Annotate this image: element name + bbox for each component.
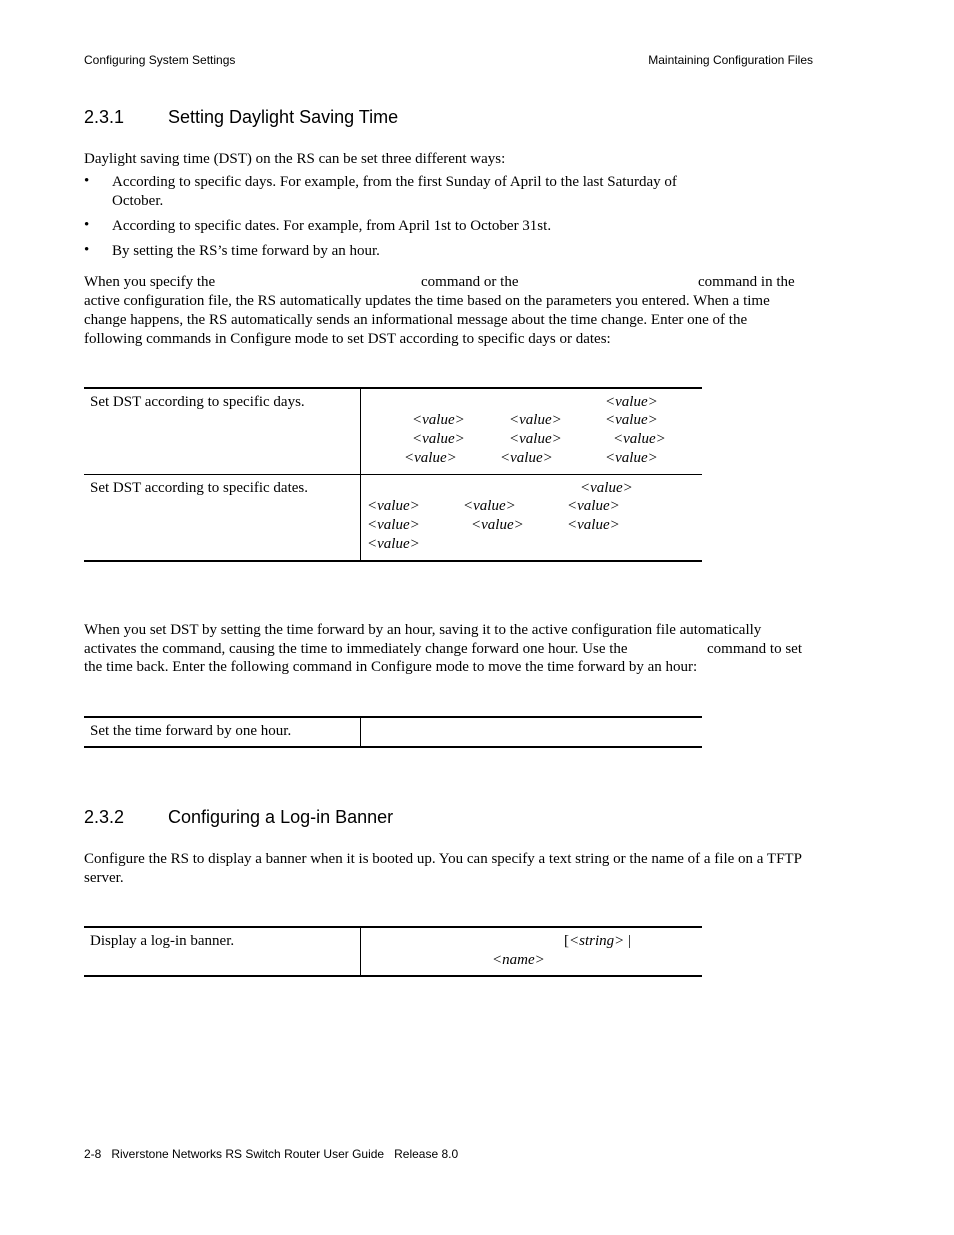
- value-token: <value>: [412, 431, 465, 447]
- value-token: <value>: [471, 517, 524, 533]
- para3-line: the time back. Enter the following command in Configure mode to move the time forward by an hour:: [84, 659, 698, 675]
- banner-paragraph-line: Configure the RS to display a banner when it is booted up. You can specify a text string or the name of a file on a TFTP: [84, 851, 802, 867]
- para2-line: command in the: [698, 274, 795, 290]
- table-row-label: Set DST according to specific dates.: [90, 480, 308, 496]
- bullet-item: By setting the RS’s time forward by an hour.: [112, 243, 380, 259]
- dst-command-table: [84, 387, 702, 562]
- page-footer: 2-8 Riverstone Networks RS Switch Router User Guide Release 8.0: [84, 1147, 459, 1161]
- value-token: <value>: [404, 450, 457, 466]
- value-token: <value>: [567, 498, 620, 514]
- para2-line: command or the: [421, 274, 519, 290]
- para2-line: change happens, the RS automatically sends an informational message about the time change. Enter one of the: [84, 312, 748, 328]
- bullet-icon: •: [84, 242, 90, 258]
- column-divider: [360, 928, 361, 975]
- table-row: [84, 718, 702, 746]
- para3-line: activates the command, causing the time to immediately change forward one hour. Use the: [84, 641, 628, 657]
- para3-line: command to set: [707, 641, 802, 657]
- section-number: 2.3.1: [84, 107, 125, 127]
- value-token: <value>: [500, 450, 553, 466]
- section-number: 2.3.2: [84, 807, 125, 827]
- value-token: <value>: [509, 412, 562, 428]
- section-title: Configuring a Log-in Banner: [168, 807, 394, 827]
- string-token: <string>: [569, 933, 625, 949]
- bullet-item: According to specific days. For example, from the first Sunday of April to the last Saturday of: [112, 174, 677, 190]
- table-row-label: Set DST according to specific days.: [90, 394, 305, 410]
- intro-paragraph: Daylight saving time (DST) on the RS can be set three different ways:: [84, 151, 506, 167]
- value-token: <value>: [367, 536, 420, 552]
- pipe-separator: |: [624, 933, 632, 949]
- table-row: [84, 475, 702, 560]
- table-row: [84, 928, 702, 975]
- value-token: <value>: [613, 431, 666, 447]
- value-token: <value>: [463, 498, 516, 514]
- running-header-right: Maintaining Configuration Files: [648, 53, 813, 67]
- bullet-icon: •: [84, 173, 90, 189]
- table-row: [84, 389, 702, 475]
- para3-line: When you set DST by setting the time forward by an hour, saving it to the active configuration file automatically: [84, 622, 762, 638]
- para2-line: active configuration file, the RS automatically updates the time based on the parameters you entered. When a time: [84, 293, 770, 309]
- value-token: <value>: [605, 450, 658, 466]
- value-token: <value>: [567, 517, 620, 533]
- table-row-label: Display a log-in banner.: [90, 933, 235, 949]
- table-row-label: Set the time forward by one hour.: [90, 723, 292, 739]
- para2-line: following commands in Configure mode to set DST according to specific days or dates:: [84, 331, 611, 347]
- name-token: <name>: [492, 952, 545, 968]
- banner-paragraph-line: server.: [84, 870, 124, 886]
- value-token: <value>: [509, 431, 562, 447]
- running-header-left: Configuring System Settings: [84, 53, 236, 67]
- value-token: <value>: [605, 394, 658, 410]
- para2-line: When you specify the: [84, 274, 216, 290]
- time-forward-table: [84, 716, 702, 748]
- column-divider: [360, 475, 361, 560]
- bracket-open: [: [564, 933, 569, 949]
- column-divider: [360, 718, 361, 746]
- login-banner-table: [84, 926, 702, 977]
- value-token: <value>: [367, 517, 420, 533]
- bullet-icon: •: [84, 217, 90, 233]
- value-token: <value>: [412, 412, 465, 428]
- value-token: <value>: [580, 480, 633, 496]
- value-token: <value>: [367, 498, 420, 514]
- value-token: <value>: [605, 412, 658, 428]
- section-title: Setting Daylight Saving Time: [168, 107, 399, 127]
- bullet-item: According to specific dates. For example, from April 1st to October 31st.: [112, 218, 552, 234]
- bullet-item-continuation: October.: [112, 193, 164, 209]
- column-divider: [360, 389, 361, 474]
- banner-syntax: [564, 933, 631, 950]
